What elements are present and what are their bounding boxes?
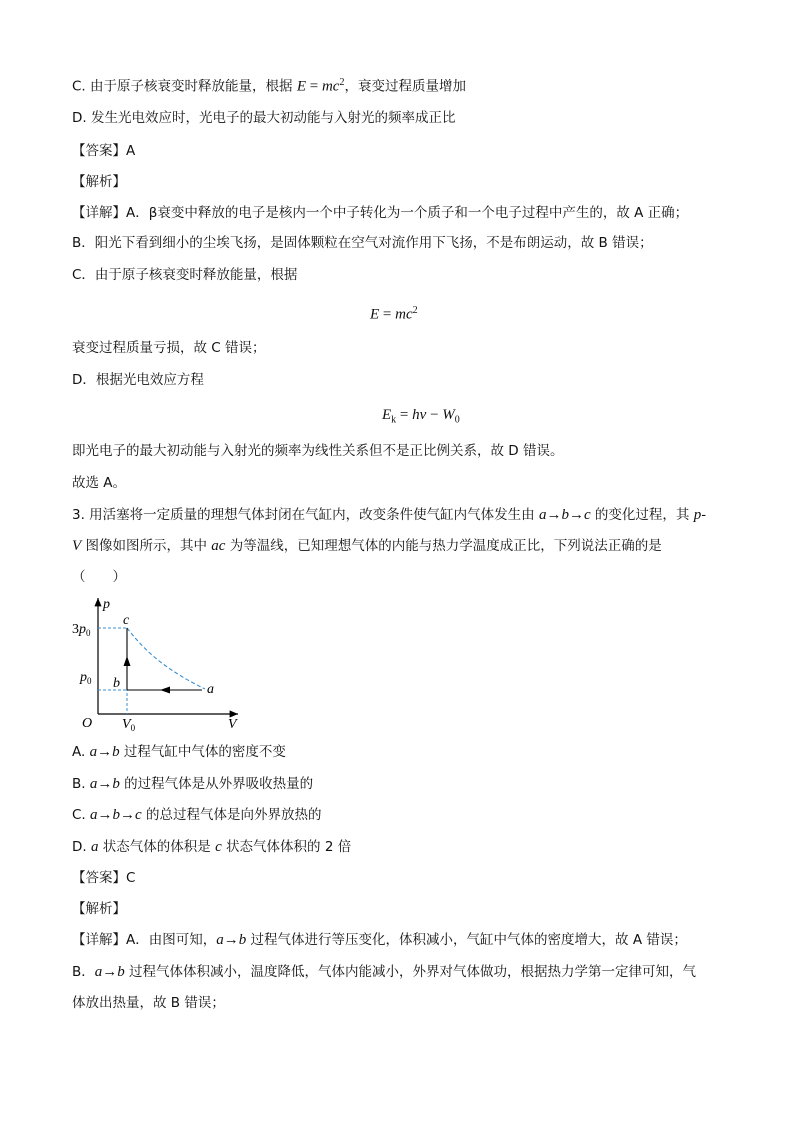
q3-stem-line2 [72,536,662,556]
option-c-suffix: ，衰变过程质量增加 [344,78,466,95]
option-d-text: 状态气体体积的 2 倍 [221,839,352,855]
detail-c-prev: C．由于原子核衰变时释放能量，根据 [72,267,298,283]
option-d-c: c [215,839,222,855]
eq2-w: W [442,407,455,423]
label-point-b: b [113,676,120,691]
eq2-0: 0 [454,414,460,426]
detail-a-text: 过程气体进行等压变化，体积减小，气缸中气体的密度增大，故 A 错误； [246,932,687,948]
eq2-hv: hν [412,407,427,423]
option-b-text: 的过程气体是从外界吸收热量的 [119,776,314,792]
q3-stem-proc: a→b→c [538,507,591,523]
q3-stem-v: V [72,538,82,554]
detail-d2-prev: 即光电子的最大初动能与入射光的频率为线性关系但不是正比例关系，故 D 错误。 [72,443,564,459]
eq1-eq: = [379,306,396,323]
q3-stem-text-a: 3. 用活塞将一定质量的理想气体封闭在气缸内，改变条件使气缸内气体发生由 [72,507,539,523]
pv-diagram [70,592,250,732]
option-c-text: 的总过程气体是向外界放热的 [141,807,322,823]
option-b-pre: B. [72,776,90,792]
option-d-a: a [90,839,99,855]
q3-option-b [72,774,313,794]
eq1-e: E [370,306,380,323]
arrow-bc [124,656,131,666]
option-b-proc: a→b [89,776,120,792]
label-p0: $p_0$ [80,670,92,686]
q3-stem-ac: ac [211,538,226,554]
q3-detail-b2: 体放出热量，故 B 错误； [72,995,225,1011]
label-origin: O [82,716,93,731]
formula-mc: mc [321,78,340,95]
q3-stem-dash: - [701,507,707,523]
equation-1 [370,301,418,325]
eq2-minus: − [426,407,443,423]
arrow-ab [160,687,170,694]
formula-e: E [296,78,306,95]
choose-prev: 故选 A。 [72,475,127,491]
option-c-pre: C. [72,807,91,823]
q3-stem-text-d: 为等温线，已知理想气体的内能与热力学温度成正比，下列说法正确的是 [225,538,662,554]
detail-a-proc: a→b [216,932,247,948]
option-d-pre: D. [72,839,91,855]
option-a-text: 过程气缸中气体的密度不变 [119,744,286,760]
label-v0: $V_0$ [122,717,136,732]
q3-detail-b [72,962,696,982]
q3-option-c [72,805,321,825]
q3-stem-text-b: 的变化过程，其 [590,507,694,523]
option-a-proc: a→b [89,744,120,760]
option-c-prev [72,73,466,97]
detail-a-pre: 【详解】A．由图可知， [72,932,217,948]
detail-b-text: 过程气体体积减小，温度降低，气体内能减小，外界对气体做功，根据热力学第一定律可知，气 [124,964,697,980]
option-d-mid: 状态气体的体积是 [98,839,216,855]
q3-option-d [72,837,351,857]
option-c-prefix: C. 由于原子核衰变时释放能量，根据 [72,78,293,95]
eq2-e: E [382,407,392,423]
label-p-axis: p [103,597,110,612]
detail-a-prev: 【详解】A．β衰变中释放的电子是核内一个中子转化为一个质子和一个电子过程中产生的，故 A 正确； [72,205,689,221]
q3-stem-text-c: 图像如图所示，其中 [81,538,212,554]
option-a-pre: A. [72,744,90,760]
isotherm-ac [127,628,205,689]
q3-analysis: 【解析】 [72,901,126,917]
option-c-proc: a→b→c [90,807,142,823]
formula-eq: = [305,78,322,95]
q3-paren: （ ） [72,569,126,585]
eq1-exp: 2 [412,305,418,316]
label-point-c: c [123,613,130,628]
equation-2 [382,405,460,431]
formula-exp: 2 [339,77,345,88]
detail-b-prev: B．阳光下看到细小的尘埃飞扬，是固体颗粒在空气对流作用下飞扬，不是布朗运动，故 B 错误； [72,235,653,251]
eq2-k: k [391,414,397,426]
q3-stem-p: p [693,507,702,523]
eq1-mc: mc [395,306,413,323]
analysis-prev: 【解析】 [72,174,126,190]
label-3p0: $3p_0$ [72,622,91,638]
detail-b-pre: B． [72,964,95,980]
q3-option-a [72,742,286,762]
label-point-a: a [207,682,214,697]
answer-prev: 【答案】A [72,143,136,159]
q3-detail-a [72,930,687,950]
detail-d-prev: D．根据光电效应方程 [72,372,204,388]
detail-b-proc: a→b [94,964,125,980]
label-v-axis: V [228,717,237,732]
q3-answer: 【答案】C [72,870,136,886]
option-d-prev: D. 发生光电效应时，光电子的最大初动能与入射光的频率成正比 [72,110,456,126]
eq2-eq: = [396,407,413,423]
detail-c2-prev: 衰变过程质量亏损，故 C 错误； [72,340,266,356]
q3-stem-line1 [72,505,706,525]
